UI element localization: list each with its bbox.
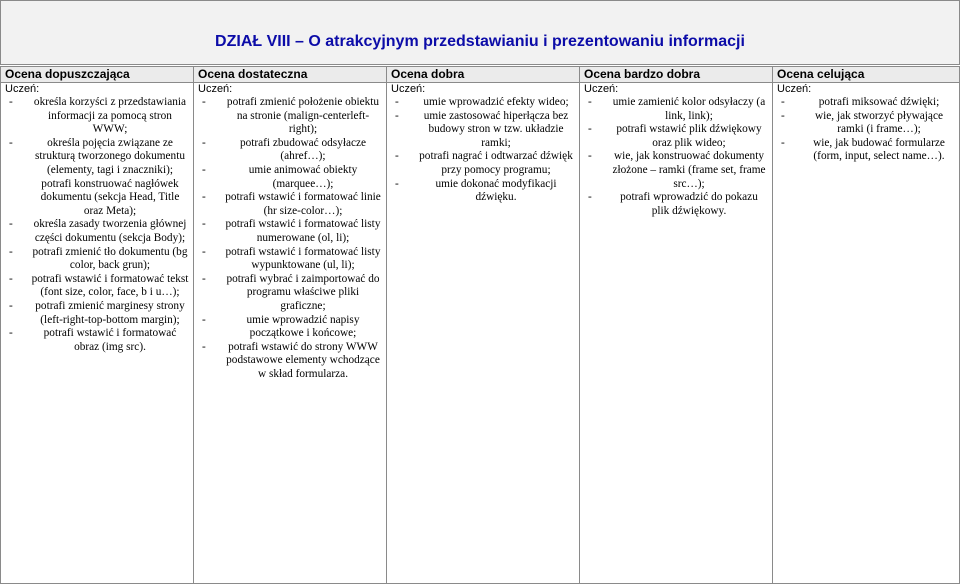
header-row — [1, 67, 960, 83]
student-label: Uczeń: — [584, 83, 619, 95]
column-header: Ocena dobra — [387, 67, 580, 83]
requirements-cell — [773, 83, 960, 584]
page-title: DZIAŁ VIII – O atrakcyjnym przedstawianiu i prezentowaniu informacji — [215, 33, 745, 50]
list-item: - potrafi wprowadzić do pokazu plik dźwiękowy. — [584, 191, 768, 218]
requirements-list — [391, 96, 575, 205]
list-item: - potrafi nagrać i odtwarzać dźwięk przy pomocy programu; — [391, 150, 575, 177]
list-item: - umie wprowadzić efekty wideo; — [391, 96, 575, 110]
grading-table — [0, 66, 960, 584]
column-header: Ocena bardzo dobra — [580, 67, 773, 83]
list-item: - potrafi zmienić położenie obiektu na stronie (malign-centerleft-right); — [198, 96, 382, 137]
list-item: - wie, jak konstruować dokumenty złożone – ramki (frame set, frame src…); — [584, 150, 768, 191]
requirements-cell — [580, 83, 773, 584]
student-label: Uczeń: — [777, 83, 812, 95]
list-item: - potrafi wstawić i formatować listy wypunktowane (ul, li); — [198, 246, 382, 273]
list-item: - potrafi wstawić do strony WWW podstawowe elementy wchodzące w skład formularza. — [198, 341, 382, 382]
requirements-cell — [387, 83, 580, 584]
list-item: - potrafi zmienić marginesy strony (left-right-top-bottom margin); — [5, 300, 189, 327]
student-label: Uczeń: — [198, 83, 233, 95]
list-item: - potrafi wstawić plik dźwiękowy oraz plik wideo; — [584, 123, 768, 150]
list-item: - umie dokonać modyfikacji dźwięku. — [391, 178, 575, 205]
list-item: - potrafi miksować dźwięki; — [777, 96, 955, 110]
list-item: - umie wprowadzić napisy początkowe i końcowe; — [198, 314, 382, 341]
list-item: - umie zastosować hiperłącza bez budowy stron w tzw. układzie ramki; — [391, 110, 575, 151]
list-item: - określa pojęcia związane ze strukturą tworzonego dokumentu (elementy, tagi i znaczniki); potrafi konstruować nagłówek dokumentu (sekcja Head, Title oraz Meta); — [5, 137, 189, 219]
list-item: - potrafi wstawić i formatować linie (hr size-color…); — [198, 191, 382, 218]
student-label: Uczeń: — [391, 83, 426, 95]
requirements-list — [777, 96, 955, 164]
column-header: Ocena dostateczna — [194, 67, 387, 83]
requirements-cell — [1, 83, 194, 584]
list-item: - potrafi zbudować odsyłacze (ahref…); — [198, 137, 382, 164]
list-item: - wie, jak budować formularze (form, input, select name…). — [777, 137, 955, 164]
requirements-list — [198, 96, 382, 381]
list-item: - potrafi wstawić i formatować obraz (img src). — [5, 327, 189, 354]
requirements-row — [1, 83, 960, 584]
requirements-list — [5, 96, 189, 354]
list-item: - umie zamienić kolor odsyłaczy (a link, link); — [584, 96, 768, 123]
title-bar — [0, 0, 960, 65]
requirements-list — [584, 96, 768, 218]
list-item: - wie, jak stworzyć pływające ramki (i frame…); — [777, 110, 955, 137]
list-item: - określa zasady tworzenia głównej części dokumentu (sekcja Body); — [5, 218, 189, 245]
requirements-cell — [194, 83, 387, 584]
column-header: Ocena dopuszczająca — [1, 67, 194, 83]
list-item: - określa korzyści z przedstawiania informacji za pomocą stron WWW; — [5, 96, 189, 137]
list-item: - potrafi wstawić i formatować listy numerowane (ol, li); — [198, 218, 382, 245]
list-item: - potrafi wybrać i zaimportować do programu właściwe pliki graficzne; — [198, 273, 382, 314]
list-item: - potrafi zmienić tło dokumentu (bg color, back grun); — [5, 246, 189, 273]
column-header: Ocena celująca — [773, 67, 960, 83]
student-label: Uczeń: — [5, 83, 40, 95]
list-item: - potrafi wstawić i formatować tekst (font size, color, face, b i u…); — [5, 273, 189, 300]
list-item: - umie animować obiekty (marquee…); — [198, 164, 382, 191]
